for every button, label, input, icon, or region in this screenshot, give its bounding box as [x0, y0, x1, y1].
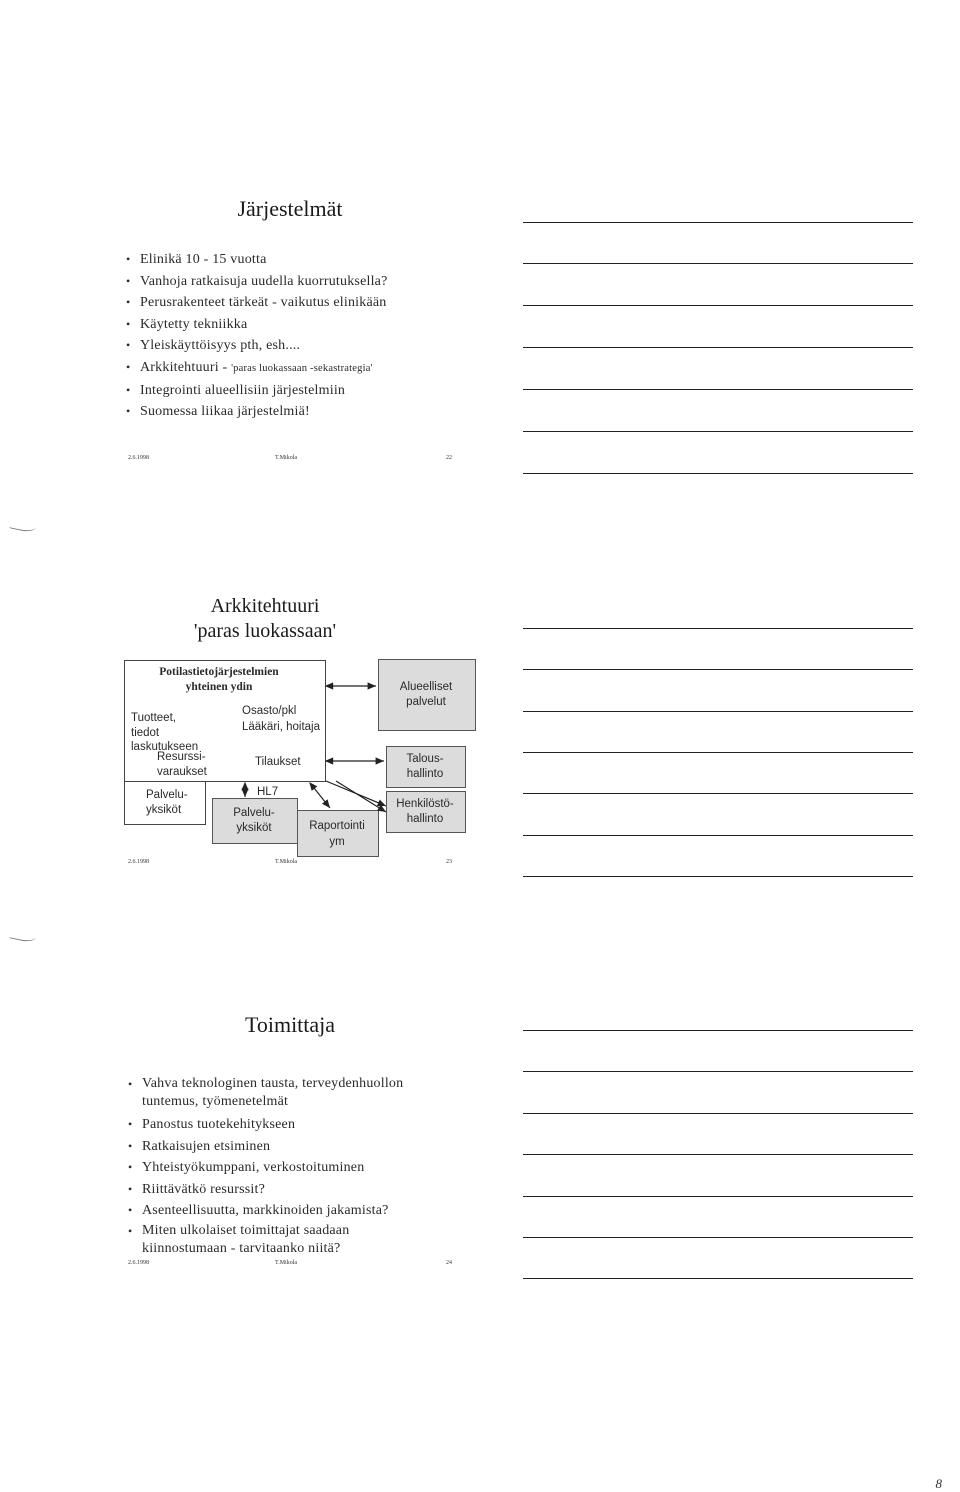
slide-2-footer-author: T.Mikola: [275, 859, 298, 865]
bullet: • Käytetty tekniikka: [124, 314, 504, 336]
bullet: • Asenteellisuutta, markkinoiden jakamista?: [126, 1200, 506, 1222]
bullet: • Elinikä 10 - 15 vuotta: [124, 249, 504, 271]
resurssi-1: Resurssi-: [157, 751, 206, 763]
arch-bullet-main: Arkkitehtuuri -: [140, 359, 232, 375]
slide-3-footer-page: 24: [446, 1260, 452, 1266]
slide-1-footer-date: 2.6.1998: [128, 455, 149, 461]
slide-2-title-line2: 'paras luokassaan': [193, 620, 337, 642]
henkilosto-1: Henkilöstö-: [396, 798, 454, 810]
slide-1-footer-author: T.Mikola: [275, 455, 298, 461]
talous-1: Talous-: [406, 753, 444, 765]
core-title-2: yhteinen ydin: [185, 681, 253, 693]
bullet: • Ratkaisujen etsiminen: [126, 1136, 506, 1158]
tuotteet-1: Tuotteet,: [131, 712, 176, 724]
slide-1-title: Järjestelmät: [237, 196, 343, 221]
diagram-arrows: [0, 0, 500, 880]
slide-2-title-line1: Arkkitehtuuri: [210, 595, 320, 617]
raportointi-1: Raportointi: [309, 820, 365, 832]
bullet-line: tuntemus, työmenetelmät: [142, 1094, 289, 1109]
arrow-to-henkilosto-2: [336, 781, 386, 812]
slide-1-footer-page: 22: [446, 455, 452, 461]
slide-2-footer-date: 2.6.1998: [128, 859, 149, 865]
slide-3-footer-author: T.Mikola: [275, 1260, 298, 1266]
palvelu-mid-2: yksiköt: [236, 822, 272, 834]
bullet: • Yhteistyökumppani, verkostoituminen: [126, 1157, 506, 1179]
palvelu-left-2: yksiköt: [146, 804, 182, 816]
raportointi-2: ym: [329, 836, 345, 848]
bullet: • Yleiskäyttöisyys pth, esh....: [124, 335, 504, 357]
bullet: [126, 1222, 506, 1258]
talous-2: hallinto: [406, 768, 444, 780]
slide-3-title: Toimittaja: [244, 1012, 336, 1037]
bullet: • Riittävätkö resurssit?: [126, 1179, 506, 1201]
bullet: • Integrointi alueellisiin järjestelmiin: [124, 380, 504, 402]
bullet: • Perusrakenteet tärkeät - vaikutus elinikään: [124, 292, 504, 314]
slide-2-footer-page: 23: [446, 859, 452, 865]
punch-mark: [9, 927, 37, 943]
palvelu-mid-1: Palvelu-: [233, 807, 275, 819]
core-title-1: Potilastietojärjestelmien: [159, 666, 279, 678]
alueelliset-2: palvelut: [406, 696, 446, 708]
osasto: Osasto/pkl: [242, 705, 297, 717]
slide-3-bullets: [126, 1075, 506, 1258]
palvelu-left-1: Palvelu-: [146, 789, 188, 801]
arrow-raportointi: [310, 783, 330, 808]
alueelliset-1: Alueelliset: [399, 681, 453, 693]
bullet-line: Miten ulkolaiset toimittajat saadaan: [142, 1222, 350, 1238]
bullet: • Vanhoja ratkaisuja uudella kuorrutuksella?: [124, 271, 504, 293]
bullet: • Panostus tuotekehitykseen: [126, 1114, 506, 1136]
laakari: Lääkäri, hoitaja: [242, 721, 320, 733]
sheet-page-number: 8: [935, 1476, 942, 1491]
tuotteet-2: tiedot laskutukseen: [131, 727, 199, 753]
resurssi-2: varaukset: [157, 766, 207, 778]
tilaukset: Tilaukset: [255, 756, 301, 768]
henkilosto-2: hallinto: [406, 813, 444, 825]
arch-bullet-small: 'paras luokassaan -sekastrategia': [231, 362, 373, 374]
bullet: [126, 1075, 506, 1111]
slide-3-footer-date: 2.6.1998: [128, 1260, 149, 1266]
hl7-label: HL7: [257, 786, 279, 798]
bullet: • Suomessa liikaa järjestelmiä!: [124, 401, 504, 423]
bullet-line: kiinnostumaan - tarvitaanko niitä?: [142, 1240, 341, 1256]
bullet-line: Vahva teknologinen tausta, terveydenhuollon: [142, 1076, 404, 1091]
